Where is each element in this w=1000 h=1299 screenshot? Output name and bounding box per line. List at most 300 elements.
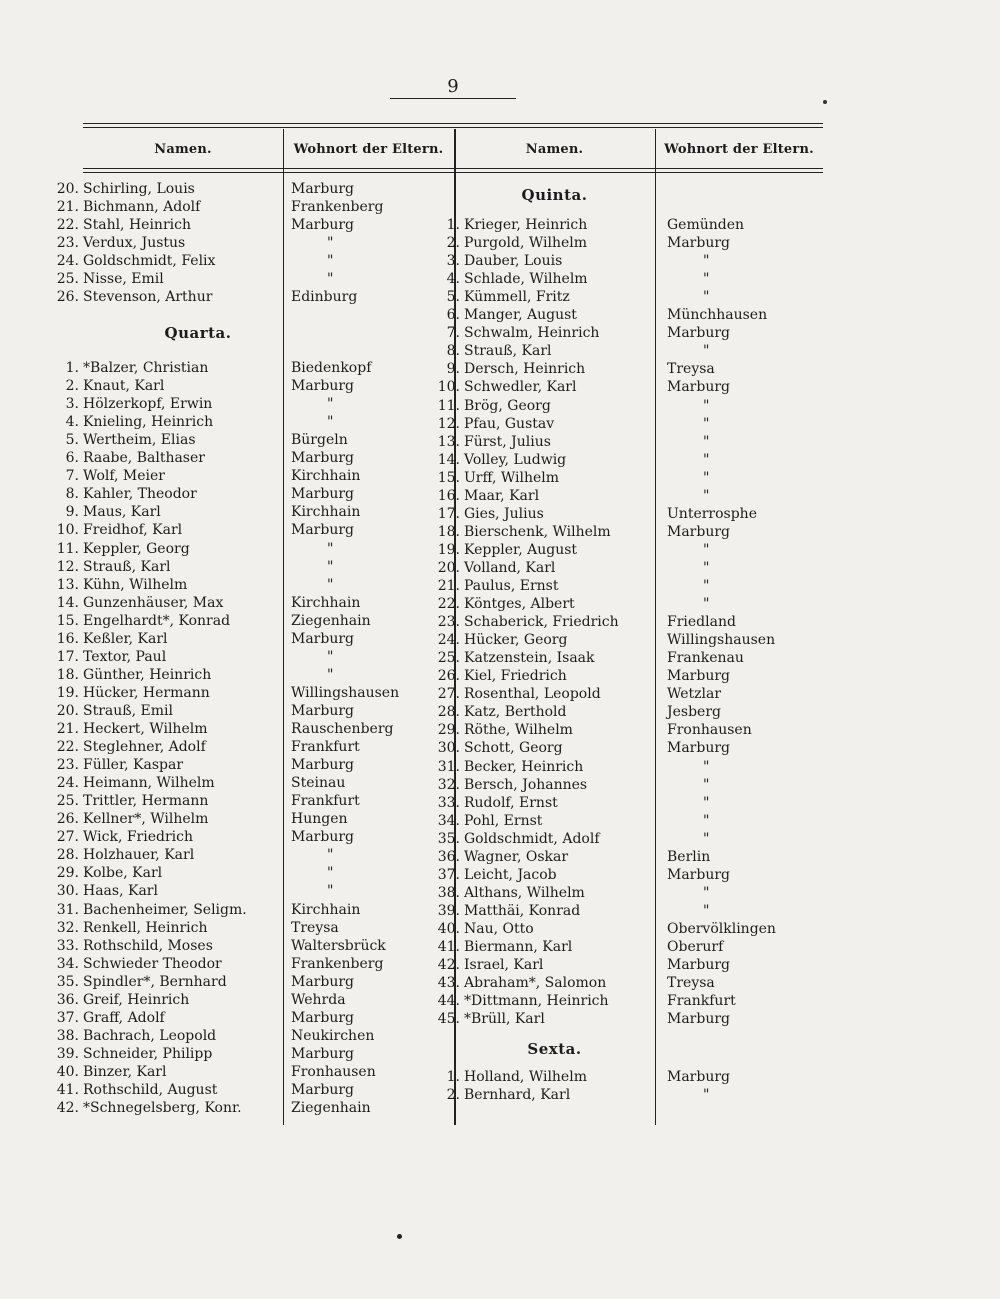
list-item [47,1099,242,1117]
entry-number: 24. [437,632,460,649]
student-name: Katzenstein, Isaak [464,650,595,667]
entry-number: 39. [56,1045,79,1062]
parent-residence: Kirchhain [291,901,361,918]
parent-residence: " [327,558,334,575]
header-residence-left: Wohnort der Eltern. [293,142,444,157]
entry-number: 15. [437,469,460,486]
student-name: Schaberick, Friedrich [464,614,619,631]
parent-residence: Treysa [667,361,715,378]
list-item [428,1010,545,1028]
parent-residence: " [703,884,710,901]
entry-number: 4. [65,414,79,431]
entry-number: 36. [437,848,460,865]
list-item [428,703,566,721]
student-name: Heckert, Wilhelm [83,721,208,737]
entry-number: 31. [56,901,79,918]
student-name: Strauß, Karl [83,558,171,575]
entry-number: 30. [56,883,79,900]
parent-residence: Neukirchen [291,1027,375,1044]
student-name: Kiel, Friedrich [464,668,567,685]
student-name: Wick, Friedrich [83,829,194,846]
student-table [56,123,823,1125]
column-divider [283,129,284,1125]
entry-number: 31. [437,758,460,775]
entry-number: 29. [437,722,460,739]
entry-number: 14. [56,594,79,611]
parent-residence: Kirchhain [291,468,361,485]
entry-number: 1. [446,217,460,233]
student-name: Röthe, Wilhelm [464,722,573,739]
parent-residence: " [703,596,710,613]
entry-number: 11. [437,397,460,414]
parent-residence: Treysa [667,975,715,992]
student-name: Verdux, Justus [83,235,186,252]
parent-residence: " [703,578,710,594]
student-name: Keßler, Karl [83,630,168,647]
list-item [47,864,162,882]
parent-residence: Frankfurt [667,993,736,1010]
entry-number: 1. [446,1069,460,1085]
entry-number: 4. [446,271,460,288]
entry-number: 9. [446,361,460,378]
list-item [47,431,196,449]
list-item [47,1027,216,1045]
entry-number: 17. [437,505,460,522]
entry-number: 17. [56,648,79,665]
parent-residence: Fronhausen [291,1063,376,1080]
list-item [47,288,212,306]
table-top-rule-inner [83,127,823,128]
list-item [428,631,567,649]
header-bottom-rule-inner [83,172,823,173]
parent-residence: " [703,1087,710,1104]
list-item [47,359,208,377]
entry-number: 26. [437,668,460,685]
entry-number: 23. [437,614,460,631]
list-item [47,756,183,774]
student-name: Volley, Ludwig [464,451,567,468]
student-name: *Dittmann, Heinrich [464,993,609,1010]
parent-residence: Unterrosphe [667,505,757,522]
student-name: Manger, August [464,307,577,324]
student-name: Graff, Adolf [83,1009,165,1026]
list-item [428,559,555,577]
student-name: Fürst, Julius [464,433,551,450]
entry-number: 5. [446,289,460,306]
parent-residence: " [703,343,710,360]
parent-residence: Willingshausen [667,632,776,649]
student-name: Gunzenhäuser, Max [83,594,224,611]
parent-residence: " [703,451,710,468]
parent-residence: Marburg [291,217,355,234]
parent-residence: Marburg [291,702,355,719]
entry-number: 2. [65,378,79,395]
parent-residence: Edinburg [291,289,358,306]
student-name: Nisse, Emil [83,271,164,288]
entry-number: 25. [56,793,79,810]
parent-residence: Marburg [667,740,731,757]
list-item [47,180,195,198]
student-name: Althans, Wilhelm [464,884,585,901]
list-item [428,1068,587,1086]
list-item [47,449,205,467]
student-name: Brög, Georg [464,397,551,414]
list-item [47,612,230,630]
student-name: Binzer, Karl [83,1063,167,1080]
page-number-rule [390,98,516,99]
section-title: Quarta. [164,324,232,342]
entry-number: 16. [56,630,79,647]
entry-number: 26. [56,289,79,306]
list-item [428,306,577,324]
entry-number: 38. [56,1027,79,1044]
student-name: Katz, Berthold [464,704,567,721]
parent-residence: Marburg [667,1069,731,1085]
student-name: Schirling, Louis [83,181,195,197]
student-name: Urff, Wilhelm [464,469,559,486]
parent-residence: Marburg [291,973,355,990]
list-item [47,234,185,252]
list-item [428,739,563,757]
parent-residence: Oberurf [667,939,724,955]
header-bottom-rule [83,168,823,169]
entry-number: 42. [437,957,460,974]
entry-number: 3. [446,253,460,270]
list-item [428,974,606,992]
parent-residence: Marburg [291,1082,355,1098]
list-item [428,613,619,631]
list-item [47,792,208,810]
list-item [428,469,559,487]
entry-number: 40. [56,1063,79,1080]
parent-residence: " [327,414,334,431]
entry-number: 43. [437,975,460,992]
list-item [47,666,211,684]
student-name: Schlade, Wilhelm [464,271,588,288]
list-item [47,720,207,738]
parent-residence: Rauschenberg [291,721,394,737]
list-item [428,685,601,703]
list-item [428,505,544,523]
parent-residence: " [703,469,710,486]
list-item [47,467,165,485]
list-item [47,377,164,395]
entry-number: 19. [56,684,79,701]
student-name: Gies, Julius [464,505,544,522]
list-item [428,415,554,433]
entry-number: 28. [437,704,460,721]
entry-number: 7. [65,468,79,485]
parent-residence: " [703,758,710,775]
entry-number: 39. [437,902,460,919]
student-name: Wertheim, Elias [83,432,196,449]
list-item [428,378,576,396]
entry-number: 35. [437,830,460,847]
list-item [47,901,247,919]
parent-residence: " [327,540,334,557]
student-name: Stahl, Heinrich [83,217,191,234]
list-item [428,938,572,956]
parent-residence: Hungen [291,811,348,828]
list-item [428,667,567,685]
header-names-right: Namen. [525,142,584,157]
student-name: Pohl, Ernst [464,812,543,829]
parent-residence: " [327,883,334,900]
list-item [428,920,534,938]
parent-residence: Steinau [291,775,346,792]
student-name: Biermann, Karl [464,939,573,955]
list-item [47,216,191,234]
list-item [428,649,595,667]
parent-residence: Marburg [291,829,355,846]
entry-number: 8. [446,343,460,360]
student-name: Bersch, Johannes [464,776,588,793]
list-item [47,576,187,594]
parent-residence: Fronhausen [667,722,752,739]
list-item [428,541,577,559]
entry-number: 9. [65,504,79,521]
student-name: Trittler, Hermann [83,793,209,810]
entry-number: 25. [437,650,460,667]
parent-residence: Biedenkopf [291,360,372,376]
parent-residence: Ziegenhain [291,1100,371,1117]
parent-residence: Ziegenhain [291,612,371,629]
table-top-rule [83,123,823,124]
parent-residence: Marburg [667,866,731,883]
student-name: Maar, Karl [464,487,540,504]
entry-number: 35. [56,973,79,990]
parent-residence: Marburg [291,630,355,647]
student-name: Wolf, Meier [83,468,166,485]
list-item [47,558,171,576]
list-item [47,1045,212,1063]
list-item [428,523,611,541]
entry-number: 12. [56,558,79,575]
entry-number: 19. [437,541,460,558]
student-name: Keppler, Georg [83,540,190,557]
entry-number: 10. [437,379,460,396]
student-name: Kolbe, Karl [83,865,163,882]
student-name: Füller, Kaspar [83,757,184,774]
list-item [428,992,609,1010]
list-item [428,433,551,451]
parent-residence: Frankfurt [291,739,360,756]
parent-residence: Marburg [291,757,355,774]
list-item [428,884,585,902]
entry-number: 41. [437,939,460,955]
parent-residence: Gemünden [667,217,745,233]
list-item [47,413,213,431]
list-item [428,270,588,288]
list-item [47,540,190,558]
list-item [47,702,173,720]
parent-residence: Marburg [291,181,355,197]
student-name: *Schnegelsberg, Konr. [83,1100,242,1117]
student-name: Dersch, Heinrich [464,361,586,378]
student-name: Rothschild, August [83,1082,218,1098]
list-item [47,198,200,216]
list-item [47,395,212,413]
student-name: Holzhauer, Karl [83,847,195,864]
list-item [428,812,542,830]
list-item [47,252,215,270]
parent-residence: Marburg [667,668,731,685]
parent-residence: " [703,830,710,847]
student-name: Volland, Karl [464,559,556,576]
parent-residence: Marburg [667,235,731,252]
student-name: Kümmell, Fritz [464,289,570,306]
parent-residence: " [703,794,710,811]
student-name: Pfau, Gustav [464,415,555,432]
entry-number: 42. [56,1100,79,1117]
entry-number: 18. [56,666,79,683]
entry-number: 37. [56,1009,79,1026]
list-item [47,270,164,288]
parent-residence: Wetzlar [667,686,722,703]
parent-residence: Marburg [291,378,355,395]
entry-number: 21. [56,721,79,737]
student-name: Keppler, August [464,541,578,558]
parent-residence: Münchhausen [667,307,768,324]
entry-number: 23. [56,757,79,774]
entry-number: 28. [56,847,79,864]
parent-residence: " [703,812,710,829]
parent-residence: " [327,576,334,593]
entry-number: 21. [437,578,460,594]
student-name: Kahler, Theodor [83,486,197,503]
list-item [428,216,587,234]
entry-number: 6. [65,450,79,467]
header-names-left: Namen. [154,142,212,157]
parent-residence: " [703,559,710,576]
list-item [47,955,222,973]
student-name: Knieling, Heinrich [83,414,214,431]
student-name: Kühn, Wilhelm [83,576,188,593]
list-item [428,758,583,776]
entry-number: 20. [56,181,79,197]
entry-number: 13. [437,433,460,450]
student-name: Günther, Heinrich [83,666,212,683]
student-name: Holland, Wilhelm [464,1069,587,1085]
student-name: Strauß, Emil [83,702,173,719]
entry-number: 18. [437,523,460,540]
list-item [428,252,562,270]
section-title: Quinta. [521,186,588,204]
list-item [428,360,585,378]
student-name: Textor, Paul [83,648,167,665]
list-item [428,956,543,974]
entry-number: 24. [56,775,79,792]
student-name: Haas, Karl [83,883,158,900]
student-name: Steglehner, Adolf [83,739,206,756]
student-name: Schwalm, Heinrich [464,325,600,342]
parent-residence: " [703,541,710,558]
entry-number: 41. [56,1082,79,1098]
list-item [47,630,168,648]
entry-number: 27. [437,686,460,703]
entry-number: 30. [437,740,460,757]
ink-dot [397,1234,402,1239]
parent-residence: Friedland [667,614,736,631]
student-name: Engelhardt*, Konrad [83,612,231,629]
list-item [428,397,551,415]
column-divider [655,129,656,1125]
list-item [428,721,573,739]
parent-residence: " [327,666,334,683]
list-item [428,794,558,812]
parent-residence: Treysa [291,919,339,936]
entry-number: 6. [446,307,460,324]
list-item [47,973,227,991]
parent-residence: Waltersbrück [291,937,386,954]
page-number: 9 [447,76,459,97]
parent-residence: " [703,415,710,432]
entry-number: 2. [446,235,460,252]
parent-residence: Jesberg [667,704,721,721]
list-item [47,648,166,666]
entry-number: 26. [56,811,79,828]
entry-number: 15. [56,612,79,629]
student-name: Strauß, Karl [464,343,552,360]
student-name: Hücker, Georg [464,632,568,649]
entry-number: 22. [56,739,79,756]
entry-number: 13. [56,576,79,593]
student-name: Bichmann, Adolf [83,199,201,216]
entry-number: 25. [56,271,79,288]
entry-number: 27. [56,829,79,846]
student-name: Leicht, Jacob [464,866,557,883]
entry-number: 7. [446,325,460,342]
parent-residence: " [703,433,710,450]
parent-residence: " [327,253,334,270]
parent-residence: Willingshausen [291,684,400,701]
entry-number: 36. [56,991,79,1008]
student-name: Spindler*, Bernhard [83,973,227,990]
entry-number: 37. [437,866,460,883]
list-item [47,991,189,1009]
list-item [47,521,182,539]
parent-residence: " [327,847,334,864]
parent-residence: " [327,865,334,882]
student-name: Goldschmidt, Felix [83,253,216,270]
student-name: Hölzerkopf, Erwin [83,396,213,413]
student-name: Krieger, Heinrich [464,217,588,233]
student-name: Rosenthal, Leopold [464,686,601,703]
student-name: Bachenheimer, Seligm. [83,901,247,918]
parent-residence: Marburg [291,450,355,467]
entry-number: 16. [437,487,460,504]
parent-residence: Bürgeln [291,432,348,449]
parent-residence: Marburg [291,1009,355,1026]
entry-number: 20. [437,559,460,576]
list-item [428,848,568,866]
parent-residence: " [703,271,710,288]
entry-number: 22. [437,596,460,613]
student-name: Kellner*, Wilhelm [83,811,209,828]
parent-residence: Frankenau [667,650,744,667]
student-name: Köntges, Albert [464,596,575,613]
list-item [47,828,193,846]
parent-residence: " [327,235,334,252]
entry-number: 34. [56,955,79,972]
list-item [428,324,599,342]
entry-number: 2. [446,1087,460,1104]
list-item [47,503,161,521]
student-name: Freidhof, Karl [83,522,183,539]
list-item [428,288,570,306]
list-item [428,577,558,595]
parent-residence: Marburg [291,522,355,539]
